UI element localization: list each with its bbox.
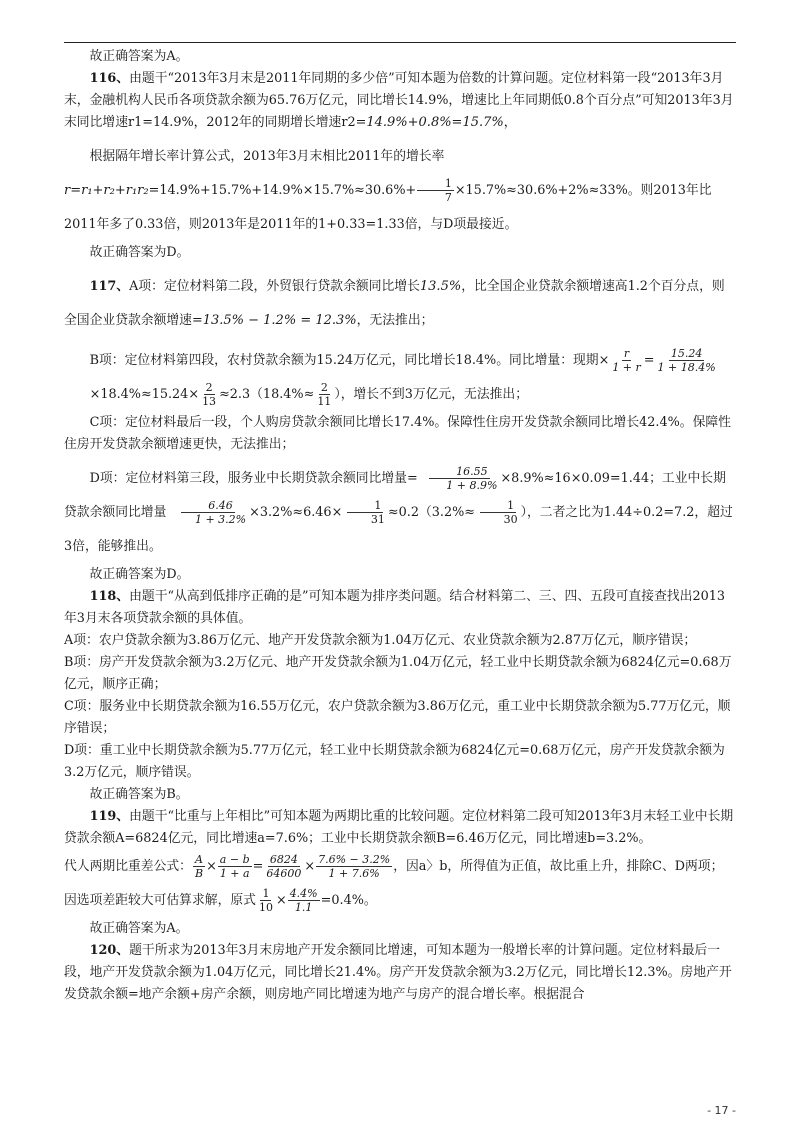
fraction-denominator: 1 + 18.4% [657,361,716,374]
q117-b-text-1: B项：定位材料第四段，农村贷款余额为15.24万亿元，同比增长18.4%。同比增量：现期× [89,353,610,368]
q117-option-b [64,344,736,412]
answer-line: 故正确答案为D。 [89,245,190,260]
fraction-denominator: 1 + 7.6% [328,867,380,880]
fraction-denominator: 13 [202,395,217,408]
fraction [343,499,387,526]
fraction [610,347,642,374]
q116-formula-r: r=r₁+r₂+r₁r₂ [64,183,149,198]
q120-text: 题干所求为2013年3月末房地产开发余额同比增速，可知本题为一般增长率的计算问题。定位材料最后一段，地产开发贷款余额为1.04万亿元，同比增长21.4%。房产开发贷款余额为3.2万亿元，同比增长12.3%。房地产开发贷款余额=地产余额+房产余额，则房地产同比增速为地产与房产的混合增长率。根据混合 [64,943,732,1002]
answer-line: 故正确答案为D。 [89,567,190,582]
fraction-numerator: 4.4% [289,887,318,900]
fraction-numerator: 16.55 [429,465,490,479]
fraction-denominator: 64600 [266,867,302,880]
q118-text: 由题干“从高到低排序正确的是”可知本题为排序类问题。结合材料第二、三、四、五段可直接查找出2013年3月末各项贷款余额的具体值。 [64,589,726,626]
answer-line: 故正确答案为B。 [89,787,189,802]
fraction-numerator: 2 [320,381,328,394]
q117-option-c: C项：定位材料最后一段，个人购房贷款余额同比增长17.4%。保障性住房开发贷款余额同比增长42.4%。保障性住房开发贷款余额增速更快，无法推出； [64,415,731,452]
fraction-numerator: a − b [219,853,250,866]
q119-text-3: =0.4%。 [320,893,377,908]
equals-sign: = [252,859,264,874]
header-rule [64,42,736,43]
q116-text-1: 由题干“2013年3月末是2011年同期的多少倍”可知本题为倍数的计算问题。定位材料第一段“2013年3月末，金融机构人民币各项贷款余额为65.76万亿元，同比增长14.9%，增速比上年同期低0.8个百分点”可知2013年3月末同比增速r1=14.9%，2012年的同期增长增速r2= [64,71,734,130]
q119-formula-line [64,850,736,918]
document-page [64,46,736,1106]
fraction-numerator: 7.6% − 3.2% [318,853,391,866]
q117-d-text-3: ×3.2%≈6.46× [249,505,343,520]
fraction [167,499,248,526]
q117-d-text-2: ×8.9%≈16×0.09=1.44；工业中长期贷款余额同比增量 [64,471,726,520]
fraction [656,347,718,374]
q117-b-text-2: ×18.4%≈15.24× [89,387,200,402]
fraction-denominator: 1 + r [612,361,641,374]
fraction [193,853,205,880]
fraction [288,887,320,914]
fraction-denominator: 11 [317,395,332,408]
fraction-denominator: 1.1 [294,901,313,914]
fraction [315,381,333,408]
answer-line: 故正确答案为A。 [89,921,189,936]
q118-option-c: C项：服务业中长期贷款余额为16.55万亿元，农户贷款余额为3.86万亿元，重工业中长期贷款余额为5.77万亿元，顺序错误； [64,699,731,736]
q119-text: 由题干“比重与上年相比”可知本题为两期比重的比较问题。定位材料第二段可知2013年3月末轻工业中长期贷款余额A=6824亿元，同比增速a=7.6%；工业中长期贷款余额B=6.46万亿元，同比增速b=3.2%。 [64,809,734,846]
fraction-denominator: 1 + 8.9% [446,479,498,492]
q116-text-2c: ×15.7%≈30.6%+2%≈33%。则2013年比2011年多了0.33倍，则2013年是2011年的1+0.33=1.33倍，与D项最接近。 [64,183,712,232]
times-sign: × [206,859,217,874]
q116-text-2: 根据隔年增长率计算公式，2013年3月末相比2011年的增长率 [89,149,445,164]
times-sign: × [275,893,287,908]
q117-option-a [64,270,736,338]
fraction-numerator: 1 [417,177,454,191]
q117-a-text-3: ，无法推出； [356,313,434,328]
q118-paragraph [64,586,736,630]
q117-a-formula-1: 13.5% [419,279,462,294]
fraction-numerator: 6824 [269,853,298,866]
fraction [419,465,500,492]
q119-paragraph [64,806,736,850]
fraction [476,499,520,526]
q116-text-1b: ， [503,115,517,130]
q116-formula-r2: 14.9%+0.8%=15.7% [366,115,504,130]
q117-d-text-5: ），二者之比为1.44÷0.2=7.2，超过3倍，能够推出。 [64,505,733,554]
fraction-denominator: 1 + 3.2% [194,513,247,526]
page-number: - 17 - [707,1104,736,1117]
fraction-numerator: r [623,347,630,360]
fraction [257,887,275,914]
question-number: 119、 [89,809,130,824]
fraction-numerator: A [195,853,203,866]
fraction-denominator: 10 [258,901,273,914]
fraction-denominator: 7 [444,191,452,204]
question-number: 120、 [89,943,130,958]
fraction-numerator: 2 [205,381,213,394]
fraction [200,381,218,408]
q116-text-2b: =14.9%+15.7%+14.9%×15.7%≈30.6%+ [148,183,417,198]
q120-paragraph [64,940,736,1006]
q117-b-text-4: ），增长不到3万亿元，无法推出； [334,387,529,402]
fraction-numerator: 1 [347,499,384,513]
fraction-denominator: 1 + a [219,867,250,880]
q119-text-1: 代人两期比重差公式： [64,859,192,874]
fraction-numerator: 15.24 [670,347,703,360]
fraction-numerator: 6.46 [181,499,235,513]
question-number: 116、 [89,71,130,86]
fraction-denominator: 30 [503,513,518,526]
q117-a-formula-2: 13.5% − 1.2% = 12.3% [202,313,357,328]
question-number: 118、 [89,589,130,604]
question-number: 117、 [89,279,130,294]
equals-sign: = [643,353,655,368]
q117-d-text-4: ≈0.2（3.2%≈ [387,505,475,520]
q117-b-text-3: ≈2.3（18.4%≈ [219,387,315,402]
q116-paragraph-1 [64,68,736,134]
q118-option-a: A项：农户贷款余额为3.86万亿元、地产开发贷款余额为1.04万亿元、农业贷款余额为2.87万亿元，顺序错误； [64,633,697,648]
q117-a-text-2: ，比全国企业贷款余额增速高1.2个百分点，则全国企业贷款余额增速= [64,279,725,328]
fraction [264,853,303,880]
fraction-numerator: 1 [480,499,517,513]
fraction [316,853,392,880]
q118-option-b: B项：房产开发贷款余额为3.2万亿元、地产开发贷款余额为1.04万亿元，轻工业中长期贷款余额为6824亿元=0.68万亿元，顺序正确； [64,655,732,692]
fraction-denominator: B [194,867,204,880]
fraction-numerator: 1 [262,887,270,900]
times-sign: × [304,859,316,874]
q118-option-d: D项：重工业中长期贷款余额为5.77万亿元，轻工业中长期贷款余额为6824亿元=0.68万亿元，房产开发贷款余额为3.2万亿元，顺序错误。 [64,743,725,780]
q117-d-text-1: D项：定位材料第三段，服务业中长期贷款余额同比增量= [89,471,418,486]
q117-a-text-1: A项：定位材料第二段，外贸银行贷款余额同比增长 [129,279,420,294]
q119-text-2: ，因a〉b，所得值为正值，故比重上升，排除C、D两项；因选项差距较大可估算求解，原式 [64,859,724,908]
fraction [417,177,454,204]
fraction [218,853,252,880]
answer-line: 故正确答案为A。 [89,49,189,64]
q117-option-d [64,462,736,564]
fraction-denominator: 31 [370,513,385,526]
q116-paragraph-2 [64,140,736,242]
